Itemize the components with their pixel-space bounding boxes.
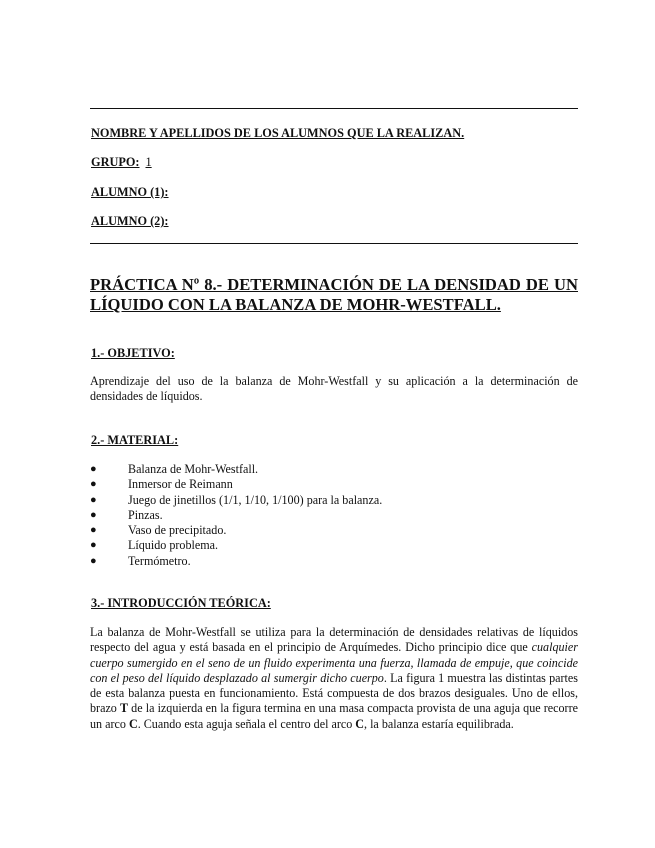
practice-title: PRÁCTICA Nº 8.- DETERMINACIÓN DE LA DENSIDAD DE UN LÍQUIDO CON LA BALANZA DE MOHR-WESTFALL. [90, 275, 578, 314]
bullet-icon: ● [90, 539, 97, 552]
objetivo-heading: 1.- OBJETIVO: [91, 346, 175, 360]
bullet-icon: ● [90, 493, 97, 506]
objetivo-text: Aprendizaje del uso de la balanza de Mohr-Westfall y su aplicación a la determinación de densidades de líquidos. [90, 374, 578, 404]
grupo-value: 1 [145, 155, 152, 169]
grupo-row [91, 155, 152, 170]
list-item-text: Inmersor de Reimann [128, 477, 233, 492]
grupo-label: GRUPO: [91, 155, 140, 169]
list-item-text: Pinzas. [128, 507, 163, 522]
bullet-icon: ● [90, 508, 97, 521]
bullet-icon: ● [90, 524, 97, 537]
list-item-text: Balanza de Mohr-Westfall. [128, 462, 259, 476]
intro-text-3: de la izquierda en la figura termina en una masa compacta provista de una aguja que recorre un arco [90, 701, 578, 731]
list-item-text: Termómetro. [128, 553, 191, 568]
names-label: NOMBRE Y APELLIDOS DE LOS ALUMNOS QUE LA REALIZAN. [91, 126, 465, 140]
bottom-rule [90, 243, 578, 244]
arm-t-label: T [119, 701, 129, 716]
introduccion-heading: 3.- INTRODUCCIÓN TEÓRICA: [91, 596, 271, 610]
intro-text-4: . Cuando esta aguja señala el centro del arco [137, 716, 356, 731]
arc-c-label: C [128, 716, 138, 731]
intro-text-2: . La figura 1 muestra las distintas partes de esta balanza puesta en funcionamiento. Está compuesta de dos brazos desiguales. Uno de ellos, brazo [90, 670, 578, 716]
bullet-icon: ● [90, 463, 97, 475]
arc-c-label-2: C [355, 716, 365, 731]
bullet-icon: ● [90, 554, 97, 567]
list-item-text: Juego de jinetillos (1/1, 1/10, 1/100) para la balanza. [128, 492, 383, 507]
top-rule [90, 108, 578, 109]
list-item-text: Vaso de precipitado. [128, 523, 227, 538]
alumno1-label: ALUMNO (1): [91, 185, 169, 199]
intro-text-1: La balanza de Mohr-Westfall se utiliza para la determinación de densidades relativas de líquidos respecto del agua y está basada en el principio de Arquímedes. Dicho principio dice que [90, 625, 578, 655]
bullet-icon: ● [90, 478, 97, 491]
material-heading: 2.- MATERIAL: [91, 433, 179, 447]
list-item-text: Líquido problema. [128, 538, 219, 553]
intro-text-5: , la balanza estaría equilibrada. [364, 716, 514, 731]
alumno2-label: ALUMNO (2): [91, 214, 169, 228]
introduccion-text [90, 625, 578, 732]
intro-principle-italic: cualquier cuerpo sumergido en el seno de un fluido experimenta una fuerza, llamada de empuje, que coincide con el peso del líquido desplazado al sumergir dicho cuerpo [90, 640, 578, 685]
